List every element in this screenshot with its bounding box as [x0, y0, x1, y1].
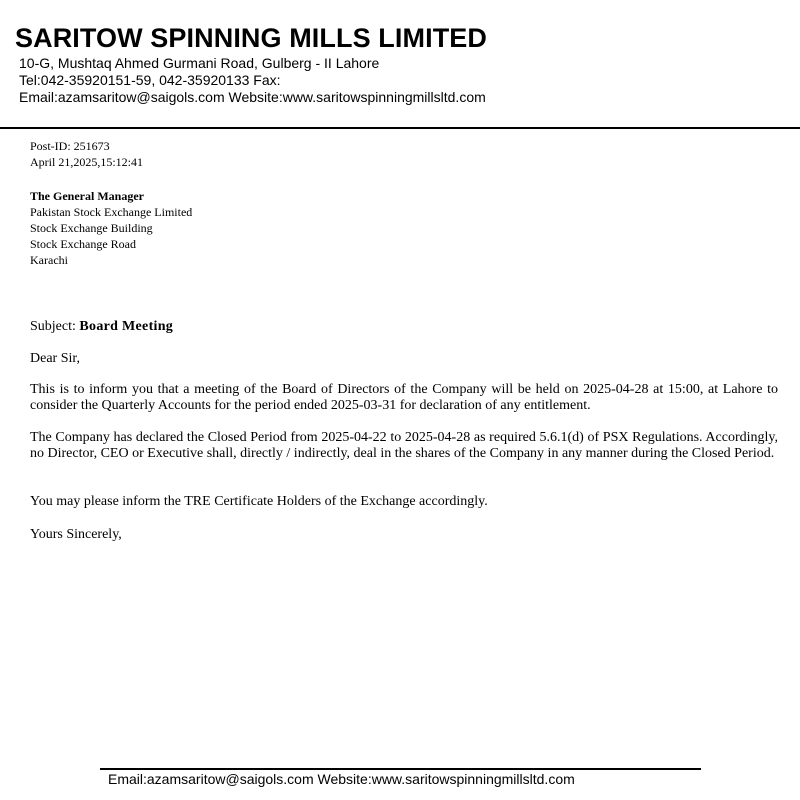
- recipient-address: [30, 188, 192, 268]
- body-paragraph-closed-period: The Company has declared the Closed Period from 2025-04-22 to 2025-04-28 as required 5.6.1(d) of PSX Regulations. Accordingly, no Director, CEO or Executive shall, directly / indirectly, deal in the shares of the Company in any manner during the Closed Period.: [30, 430, 778, 461]
- subject-line: [30, 318, 173, 335]
- salutation: Dear Sir,: [30, 351, 80, 366]
- footer-divider: [100, 768, 701, 770]
- subject-value: Board Meeting: [79, 319, 174, 334]
- recipient-line: Stock Exchange Road: [30, 237, 136, 251]
- recipient-line: Pakistan Stock Exchange Limited: [30, 205, 193, 219]
- body-paragraph-inform: You may please inform the TRE Certificate Holders of the Exchange accordingly.: [30, 494, 488, 509]
- post-datetime: April 21,2025,15:12:41: [30, 155, 143, 169]
- header-divider: [0, 127, 800, 129]
- company-name: SARITOW SPINNING MILLS LIMITED: [15, 23, 487, 53]
- body-paragraph-meeting: This is to inform you that a meeting of the Board of Directors of the Company will be held on 2025-04-28 at 15:00, at Lahore to consider the Quarterly Accounts for the period ended 2025-03-31 for declaration of any entitlement.: [30, 382, 778, 413]
- company-address: 10-G, Mushtaq Ahmed Gurmani Road, Gulberg - II Lahore: [19, 55, 380, 71]
- footer-contact: Email:azamsaritow@saigols.com Website:www.saritowspinningmillsltd.com: [108, 771, 575, 787]
- recipient-line: Karachi: [30, 253, 68, 267]
- recipient-line: Stock Exchange Building: [30, 221, 153, 235]
- company-email-website: Email:azamsaritow@saigols.com Website:www.saritowspinningmillsltd.com: [19, 89, 486, 105]
- subject-label: Subject:: [30, 319, 76, 334]
- closing: Yours Sincerely,: [30, 527, 122, 542]
- recipient-title: The General Manager: [30, 189, 144, 203]
- company-tel-fax: Tel:042-35920151-59, 042-35920133 Fax:: [19, 72, 281, 88]
- post-meta: [30, 138, 143, 170]
- post-id: Post-ID: 251673: [30, 139, 110, 153]
